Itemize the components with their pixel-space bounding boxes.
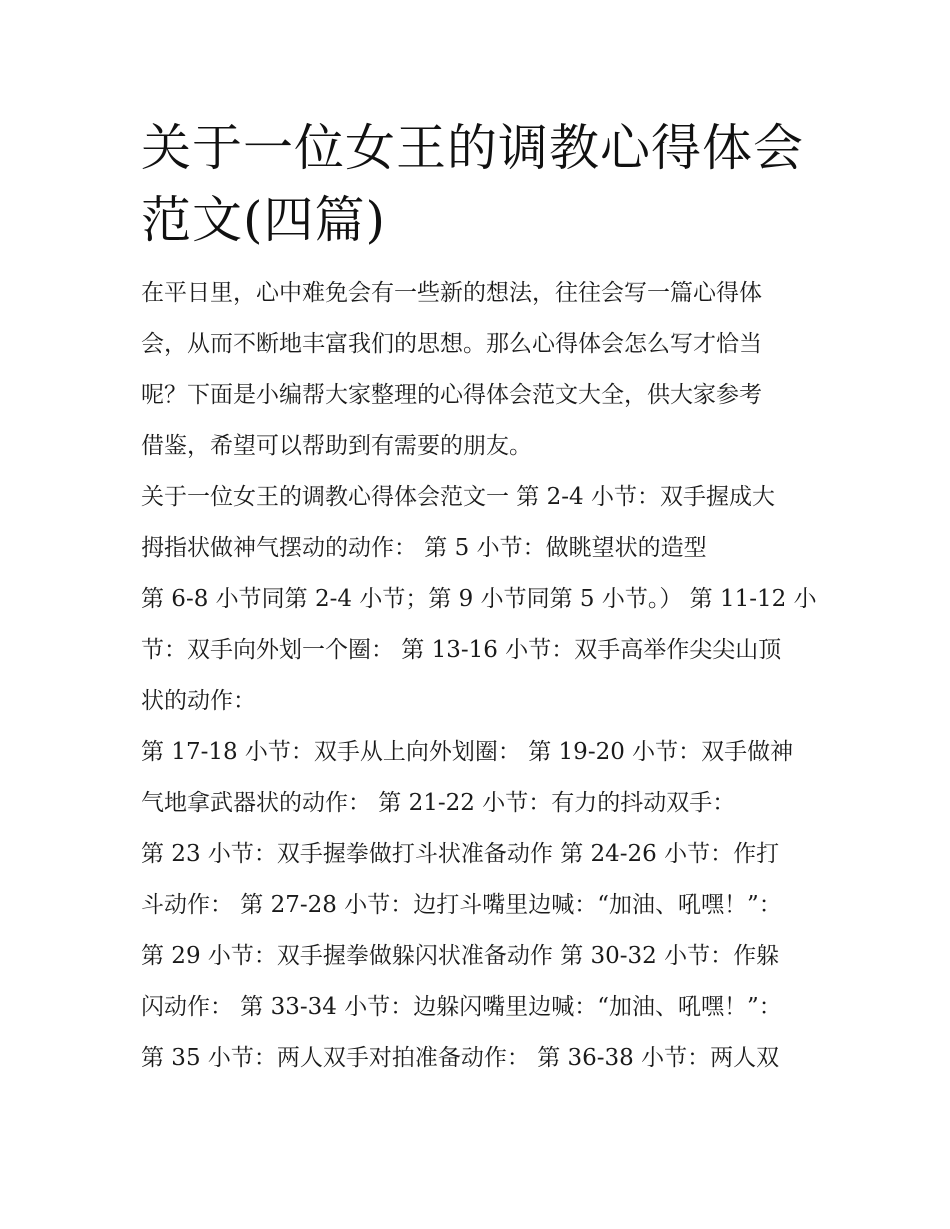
body-line: 气地拿武器状的动作： 第 21-22 小节：有力的抖动双手： bbox=[141, 790, 736, 816]
body-line: 状的动作： bbox=[141, 688, 256, 714]
body-line: 在平日里，心中难免会有一些新的想法，往往会写一篇心得体 bbox=[141, 280, 762, 306]
body-line: 第 23 小节：双手握拳做打斗状准备动作 第 24-26 小节：作打 bbox=[141, 841, 780, 867]
body-line: 第 35 小节：两人双手对拍准备动作： 第 36-38 小节：两人双 bbox=[141, 1045, 780, 1071]
body-line: 拇指状做神气摆动的动作： 第 5 小节：做眺望状的造型 bbox=[141, 535, 707, 561]
body-line: 节：双手向外划一个圈： 第 13-16 小节：双手高举作尖尖山顶 bbox=[141, 637, 782, 663]
body-line: 第 29 小节：双手握拳做躲闪状准备动作 第 30-32 小节：作躲 bbox=[141, 943, 780, 969]
body-line: 关于一位女王的调教心得体会范文一 第 2-4 小节：双手握成大 bbox=[141, 484, 775, 510]
body-line: 会，从而不断地丰富我们的思想。那么心得体会怎么写才恰当 bbox=[141, 331, 762, 357]
document-page bbox=[141, 112, 817, 1084]
document-title bbox=[141, 112, 813, 256]
body-line: 呢？下面是小编帮大家整理的心得体会范文大全，供大家参考 bbox=[141, 382, 762, 408]
body-line: 第 6-8 小节同第 2-4 小节；第 9 小节同第 5 小节。） 第 11-12 小 bbox=[141, 586, 817, 612]
body-line: 斗动作： 第 27-28 小节：边打斗嘴里边喊：“加油、吼嘿！”： bbox=[141, 892, 782, 918]
title-line: 范文(四篇) bbox=[141, 191, 387, 249]
title-line: 关于一位女王的调教心得体会 bbox=[141, 119, 804, 177]
body-line: 闪动作： 第 33-34 小节：边躲闪嘴里边喊：“加油、吼嘿！”： bbox=[141, 994, 782, 1020]
body-line: 借鉴，希望可以帮助到有需要的朋友。 bbox=[141, 433, 532, 459]
body-line: 第 17-18 小节：双手从上向外划圈： 第 19-20 小节：双手做神 bbox=[141, 739, 794, 765]
document-body bbox=[141, 268, 817, 1084]
